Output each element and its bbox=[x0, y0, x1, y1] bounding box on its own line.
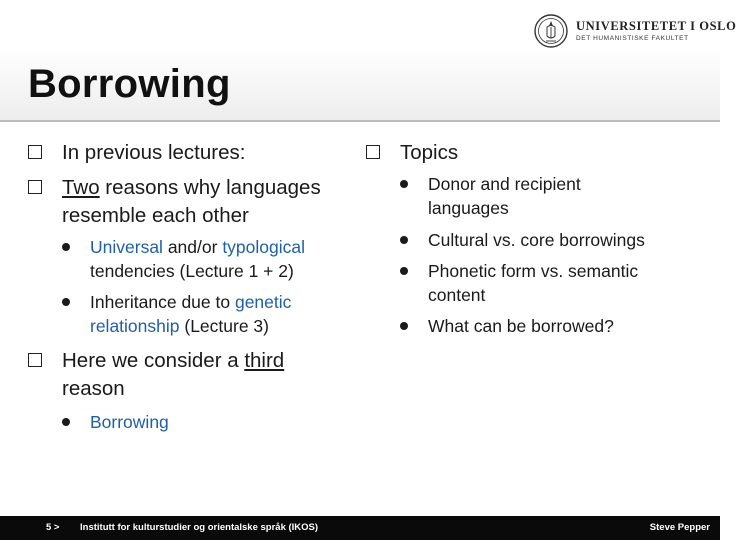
university-seal-icon bbox=[534, 14, 568, 48]
link-typological[interactable]: typological bbox=[222, 237, 306, 257]
checkbox-bullet-icon bbox=[28, 145, 42, 159]
left-bullet-previous-lectures bbox=[28, 139, 245, 167]
topic-text: Cultural vs. core borrowings bbox=[428, 230, 645, 250]
link-borrowing[interactable]: Borrowing bbox=[90, 412, 169, 432]
sub-bullet-text bbox=[90, 235, 352, 283]
text-fragment: Here we consider a bbox=[62, 349, 245, 372]
bullet-text bbox=[62, 174, 358, 230]
page-number[interactable]: 5 > bbox=[46, 522, 60, 533]
text-fragment: Inheritance due to bbox=[90, 292, 235, 312]
text-fragment: and/or bbox=[162, 237, 223, 257]
university-logo bbox=[534, 14, 736, 48]
sub-bullet-text bbox=[90, 290, 342, 338]
dot-bullet-icon bbox=[400, 322, 408, 330]
topic-text: Phonetic form vs. semantic content bbox=[428, 261, 639, 305]
checkbox-bullet-icon bbox=[28, 180, 42, 194]
bullet-text bbox=[62, 347, 322, 403]
sub-bullet-universal bbox=[62, 235, 352, 283]
dot-bullet-icon bbox=[400, 267, 408, 275]
checkbox-bullet-icon bbox=[366, 145, 380, 159]
topic-item bbox=[400, 172, 660, 220]
slide-header bbox=[0, 0, 736, 120]
bullet-text: Topics bbox=[400, 141, 459, 164]
link-genetic-relationship[interactable]: genetic relationship bbox=[90, 292, 292, 336]
underlined-word: third bbox=[244, 349, 285, 372]
dot-bullet-icon bbox=[62, 418, 70, 426]
dot-bullet-icon bbox=[62, 298, 70, 306]
text-fragment: reason bbox=[62, 377, 125, 400]
topic-text: Donor and recipient languages bbox=[428, 174, 581, 218]
topic-item bbox=[400, 314, 700, 338]
university-name: UNIVERSITETET I OSLO bbox=[576, 18, 736, 33]
bullet-text-rest: reasons why languages resemble each other bbox=[62, 176, 321, 227]
dot-bullet-icon bbox=[400, 180, 408, 188]
left-bullet-two-reasons bbox=[28, 174, 358, 230]
sub-bullet-inheritance bbox=[62, 290, 342, 338]
dot-bullet-icon bbox=[62, 243, 70, 251]
slide-title: Borrowing bbox=[28, 62, 231, 106]
title-divider bbox=[0, 120, 720, 122]
text-fragment: (Lecture 3) bbox=[179, 316, 269, 336]
right-bullet-topics bbox=[366, 139, 458, 167]
link-universal[interactable]: Universal bbox=[90, 237, 163, 257]
institute-name: Institutt for kulturstudier og orientalske språk (IKOS) bbox=[80, 522, 319, 533]
dot-bullet-icon bbox=[400, 236, 408, 244]
text-fragment: tendencies (Lecture 1 + 2) bbox=[90, 261, 294, 281]
topic-text: What can be borrowed? bbox=[428, 316, 614, 336]
author-name: Steve Pepper bbox=[649, 522, 710, 533]
underlined-word: Two bbox=[62, 176, 100, 199]
checkbox-bullet-icon bbox=[28, 353, 42, 367]
slide-footer bbox=[0, 516, 720, 540]
left-bullet-third-reason bbox=[28, 347, 358, 403]
topic-item bbox=[400, 259, 690, 307]
bullet-text: In previous lectures: bbox=[62, 141, 246, 164]
sub-bullet-borrowing bbox=[62, 410, 169, 434]
topic-item bbox=[400, 228, 700, 252]
faculty-name: DET HUMANISTISKE FAKULTET bbox=[576, 35, 689, 42]
